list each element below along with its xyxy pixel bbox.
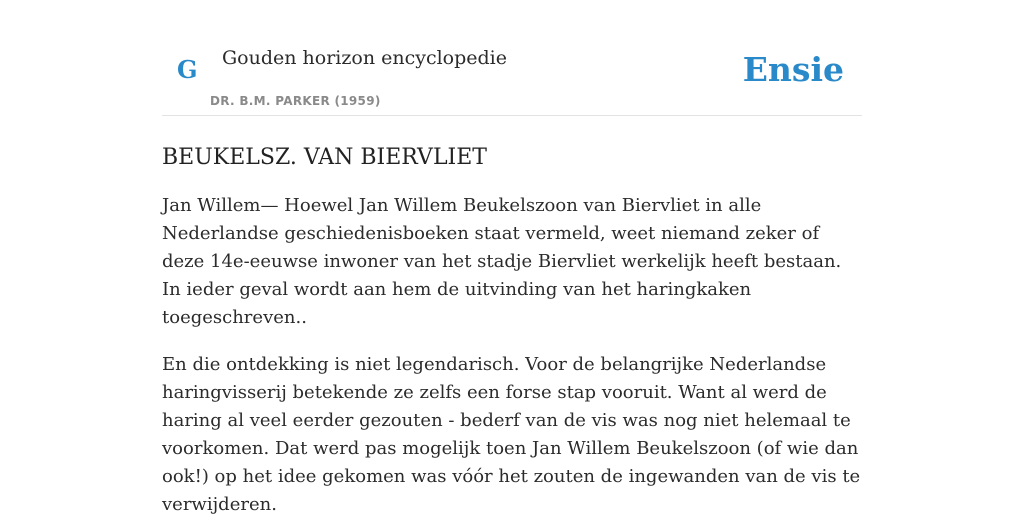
entry-paragraph: Jan Willem— Hoewel Jan Willem Beukelszoon van Biervliet in alle Nederlandse geschiedenisboeken staat vermeld, weet niemand zeker of deze 14e-eeuwse inwoner van het stadje Biervliet werkelijk heeft bestaan. In ieder geval wordt aan hem de uitvinding van het haringkaken toegeschreven.. [162,195,842,328]
ensie-logo-link[interactable]: Ensie [742,50,844,89]
entry-paragraph: En die ontdekking is niet legendarisch. Voor de belangrijke Nederlandse haringvisserij betekende ze zelfs een forse stap vooruit. Want al werd de haring al veel eerder gezouten - bederf van de vis was nog niet helemaal te voorkomen. Dat werd pas mogelijk toen Jan Willem Beukelszoon (of wie dan ook!) op het idee gekomen was vóór het zouten de ingewanden van de vis te verwijderen. [162,354,861,515]
book-logo[interactable]: G [177,55,198,84]
page [162,0,862,519]
book-author: DR. B.M. PARKER (1959) [210,94,381,108]
entry-title: BEUKELSZ. VAN BIERVLIET [162,145,487,170]
book-title-link[interactable]: Gouden horizon encyclopedie [222,47,507,69]
book-header [162,0,862,116]
